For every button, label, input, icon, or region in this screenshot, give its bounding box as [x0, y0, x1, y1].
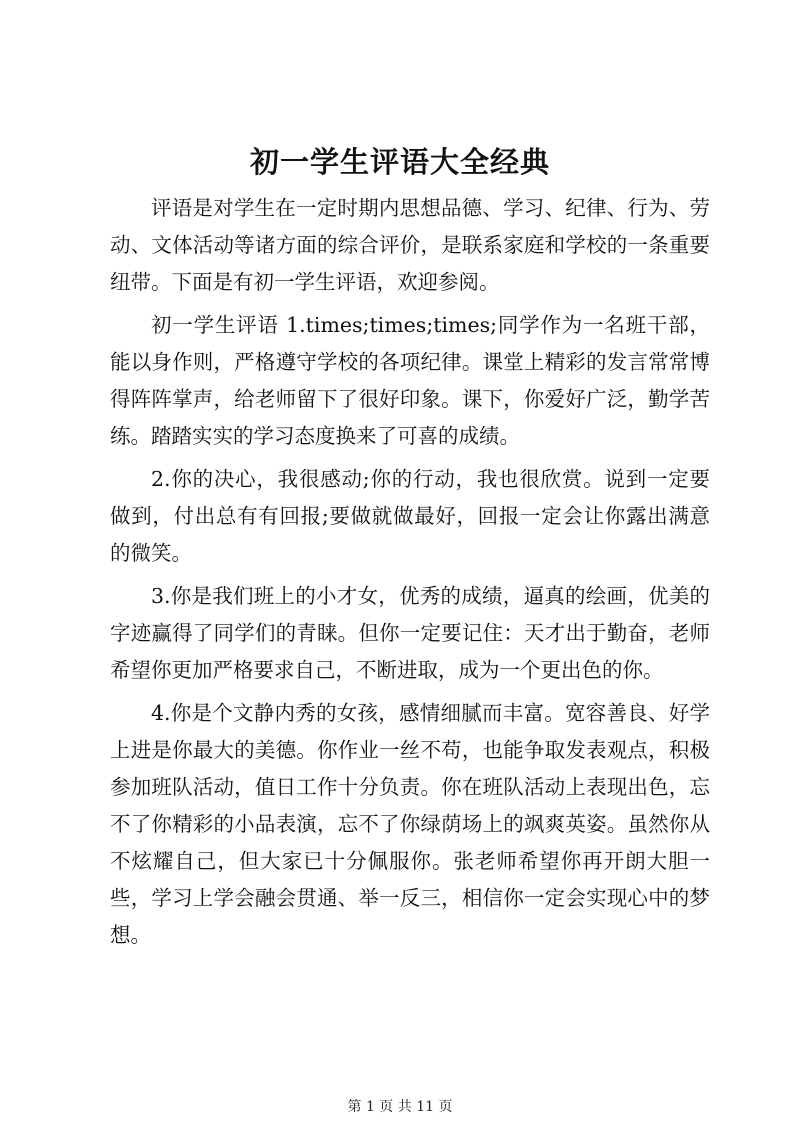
- paragraph-intro: 评语是对学生在一定时期内思想品德、学习、纪律、行为、劳动、文体活动等诸方面的综合评价，是联系家庭和学校的一条重要纽带。下面是有初一学生评语，欢迎参阅。: [110, 196, 710, 294]
- document-title: 初一学生评语大全经典: [249, 145, 550, 179]
- document-body: [110, 190, 710, 960]
- paragraph-comment-4: 4.你是个文静内秀的女孩，感情细腻而丰富。宽容善良、好学上进是你最大的美德。你作业一丝不苟，也能争取发表观点，积极参加班队活动，值日工作十分负责。你在班队活动上表现出色，忘不了你精彩的小品表演，忘不了你绿荫场上的飒爽英姿。虽然你从不炫耀自己，但大家已十分佩服你。张老师希望你再开朗大胆一些，学习上学会融会贯通、举一反三，相信你一定会实现心中的梦想。: [110, 701, 710, 947]
- paragraph-comment-1: 初一学生评语 1.times;times;times;同学作为一名班干部，能以身作则，严格遵守学校的各项纪律。课堂上精彩的发言常常博得阵阵掌声，给老师留下了很好印象。课下，你爱好广泛，勤学苦练。踏踏实实的学习态度换来了可喜的成绩。: [110, 313, 710, 448]
- paragraph-comment-3: 3.你是我们班上的小才女，优秀的成绩，逼真的绘画，优美的字迹赢得了同学们的青睐。但你一定要记住：天才出于勤奋，老师希望你更加严格要求自己，不断进取，成为一个更出色的你。: [110, 584, 710, 682]
- paragraph-comment-2: 2.你的决心，我很感动;你的行动，我也很欣赏。说到一定要做到，付出总有有回报;要做就做最好，回报一定会让你露出满意的微笑。: [110, 467, 710, 565]
- page-number-label: 第 1 页 共 11 页: [347, 1099, 453, 1115]
- page-footer: [0, 1096, 800, 1116]
